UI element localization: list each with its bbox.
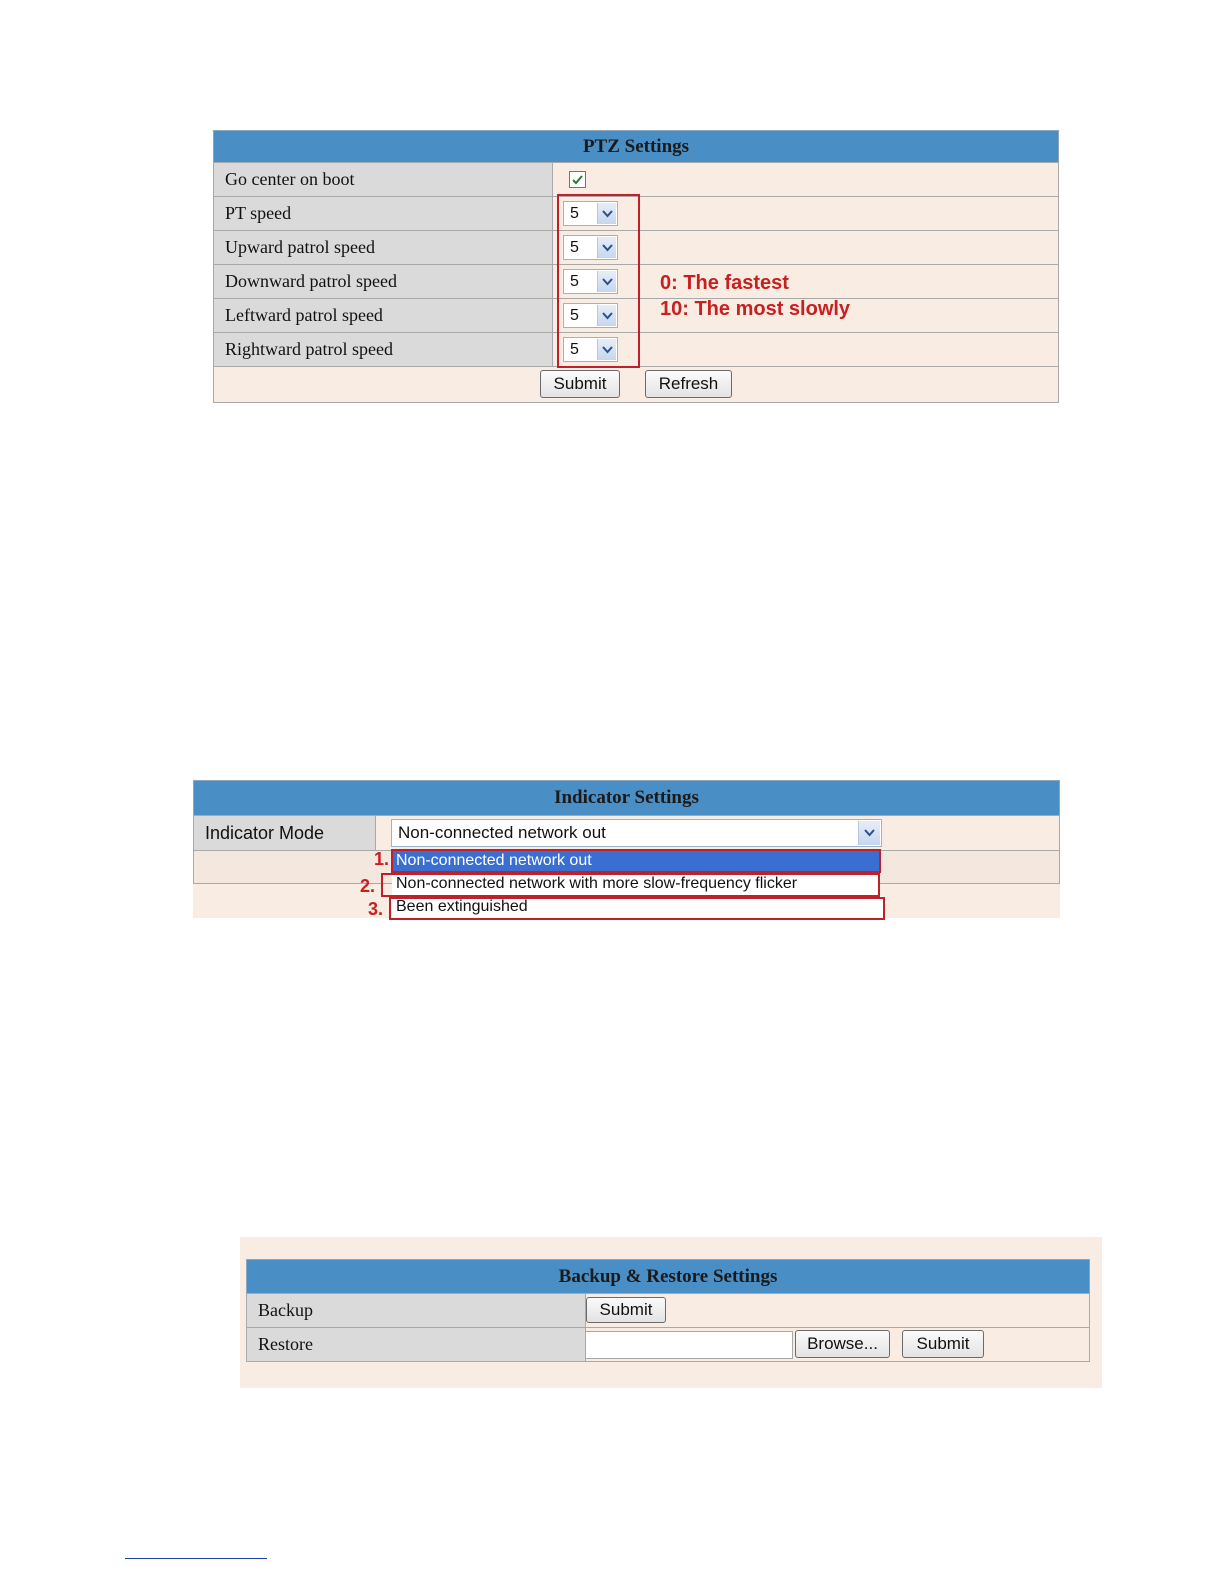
indicator-option-2-label: Non-connected network with more slow-frequency flicker: [396, 875, 798, 892]
rightward-patrol-speed-label: Rightward patrol speed: [213, 332, 553, 367]
indicator-mode-select[interactable]: [391, 819, 882, 847]
option-2-highlight: [381, 873, 880, 897]
downward-patrol-speed-value: 5: [570, 272, 579, 290]
pt-speed-value: 5: [570, 204, 579, 222]
go-center-checkbox[interactable]: [569, 171, 586, 188]
annotation-fastest: 0: The fastest: [660, 272, 789, 294]
indicator-option-1-label: Non-connected network out: [396, 852, 592, 869]
ptz-submit-button[interactable]: Submit: [540, 370, 620, 398]
option-2-number: 2.: [360, 876, 376, 896]
downward-patrol-speed-label: Downward patrol speed: [213, 264, 553, 299]
pt-speed-label: PT speed: [213, 196, 553, 231]
ptz-button-row: [213, 366, 1059, 403]
upward-patrol-speed-label: Upward patrol speed: [213, 230, 553, 265]
backup-restore-title: Backup & Restore Settings: [246, 1259, 1090, 1294]
indicator-mode-label: Indicator Mode: [193, 815, 376, 851]
browse-button[interactable]: Browse...: [795, 1330, 890, 1358]
backup-label: Backup: [246, 1293, 586, 1328]
speed-selects-highlight: [557, 194, 640, 368]
restore-submit-button[interactable]: Submit: [902, 1330, 984, 1358]
annotation-most-slowly: 10: The most slowly: [660, 298, 851, 320]
option-1-highlight: [391, 849, 881, 873]
leftward-patrol-speed-value: 5: [570, 306, 579, 324]
leftward-patrol-speed-label: Leftward patrol speed: [213, 298, 553, 333]
indicator-settings-panel: [0, 760, 1224, 940]
option-1-number: 1.: [374, 849, 390, 869]
restore-label: Restore: [246, 1327, 586, 1362]
rightward-patrol-speed-value: 5: [570, 340, 579, 358]
upward-patrol-speed-value: 5: [570, 238, 579, 256]
option-3-highlight: [389, 897, 885, 920]
ptz-settings-title: PTZ Settings: [213, 130, 1059, 163]
backup-submit-button[interactable]: Submit: [586, 1297, 666, 1323]
indicator-option-3-label: Been extinguished: [396, 898, 528, 915]
go-center-value-cell: [552, 162, 1059, 197]
go-center-label: Go center on boot: [213, 162, 553, 197]
ptz-settings-panel: [0, 0, 1224, 420]
checkmark-icon: [571, 173, 584, 186]
option-3-number: 3.: [368, 899, 384, 919]
chevron-down-icon: [858, 821, 880, 845]
ptz-refresh-button[interactable]: Refresh: [645, 370, 732, 398]
indicator-settings-title: Indicator Settings: [193, 780, 1060, 816]
restore-file-input[interactable]: [585, 1331, 793, 1359]
backup-restore-panel: [240, 1237, 1102, 1388]
indicator-mode-value: Non-connected network out: [398, 823, 606, 842]
footnote-separator: [125, 1558, 267, 1559]
